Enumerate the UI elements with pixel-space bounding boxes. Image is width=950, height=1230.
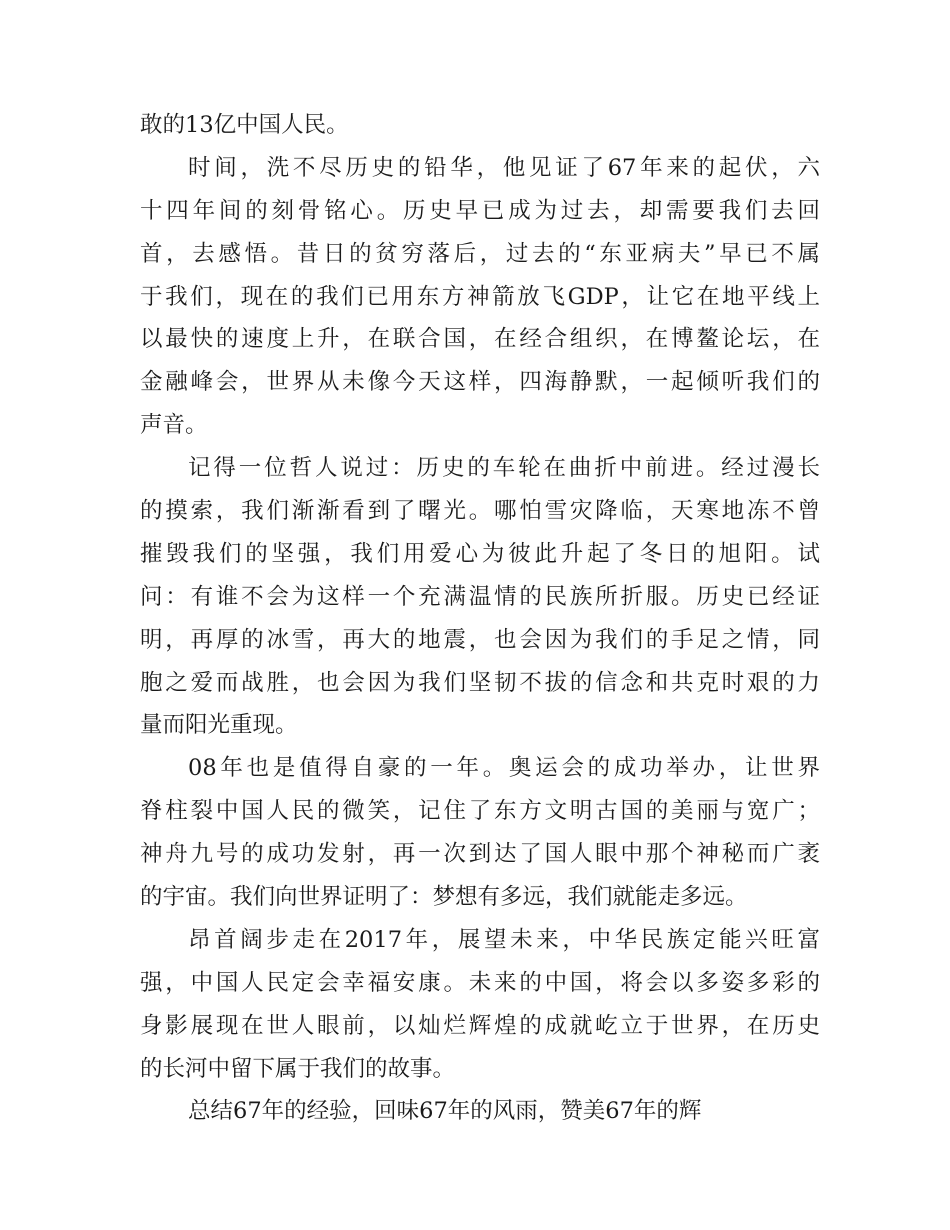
paragraph-line: 时间，洗不尽历史的铅华，他见证了67年来的起伏，六 (188, 154, 820, 181)
paragraph-line: 脊柱裂中国人民的微笑，记住了东方文明古国的美丽与宽广； (140, 798, 820, 825)
paragraph-line: 的宇宙。我们向世界证明了：梦想有多远，我们就能走多远。 (140, 884, 748, 911)
paragraph-line: 十四年间的刻骨铭心。历史早已成为过去，却需要我们去回 (140, 197, 820, 224)
paragraph-line: 胞之爱而战胜，也会因为我们坚韧不拔的信念和共克时艰的力 (140, 669, 820, 696)
paragraph-line: 的长河中留下属于我们的故事。 (140, 1055, 456, 1082)
paragraph-line: 于我们，现在的我们已用东方神箭放飞GDP，让它在地平线上 (140, 283, 820, 310)
paragraph-line: 神舟九号的成功发射，再一次到达了国人眼中那个神秘而广袤 (140, 841, 820, 868)
paragraph (140, 747, 820, 919)
paragraph-line: 记得一位哲人说过：历史的车轮在曲折中前进。经过漫长 (188, 455, 820, 482)
document-body (140, 104, 820, 1133)
paragraph-line: 的摸索，我们渐渐看到了曙光。哪怕雪灾降临，天寒地冻不曾 (140, 498, 820, 525)
paragraph-line: 昂首阔步走在2017年，展望未来，中华民族定能兴旺富 (188, 926, 820, 953)
paragraph-line: 08年也是值得自豪的一年。奥运会的成功举办，让世界 (188, 755, 820, 782)
paragraph-line: 问：有谁不会为这样一个充满温情的民族所折服。历史已经证 (140, 583, 820, 610)
paragraph-line: 总结67年的经验，回味67年的风雨，赞美67年的辉 (188, 1098, 702, 1125)
paragraph-line: 强，中国人民定会幸福安康。未来的中国，将会以多姿多彩的 (140, 969, 820, 996)
paragraph-line: 声音。 (140, 412, 208, 439)
paragraph (140, 104, 820, 147)
paragraph (140, 919, 820, 1091)
paragraph-line: 首，去感悟。昔日的贫穷落后，过去的“东亚病夫”早已不属 (140, 240, 820, 267)
paragraph-line: 以最快的速度上升，在联合国，在经合组织，在博鳌论坛，在 (140, 326, 820, 353)
paragraph-line: 金融峰会，世界从未像今天这样，四海静默，一起倾听我们的 (140, 369, 820, 396)
paragraph-line: 明，再厚的冰雪，再大的地震，也会因为我们的手足之情，同 (140, 626, 820, 653)
paragraph-line: 身影展现在世人眼前，以灿烂辉煌的成就屹立于世界，在历史 (140, 1012, 820, 1039)
paragraph (140, 1090, 820, 1133)
paragraph-line: 量而阳光重现。 (140, 712, 298, 739)
paragraph-line: 摧毁我们的坚强，我们用爱心为彼此升起了冬日的旭阳。试 (140, 540, 820, 567)
paragraph-line: 敢的13亿中国人民。 (140, 112, 349, 138)
paragraph (140, 147, 820, 447)
paragraph (140, 447, 820, 747)
